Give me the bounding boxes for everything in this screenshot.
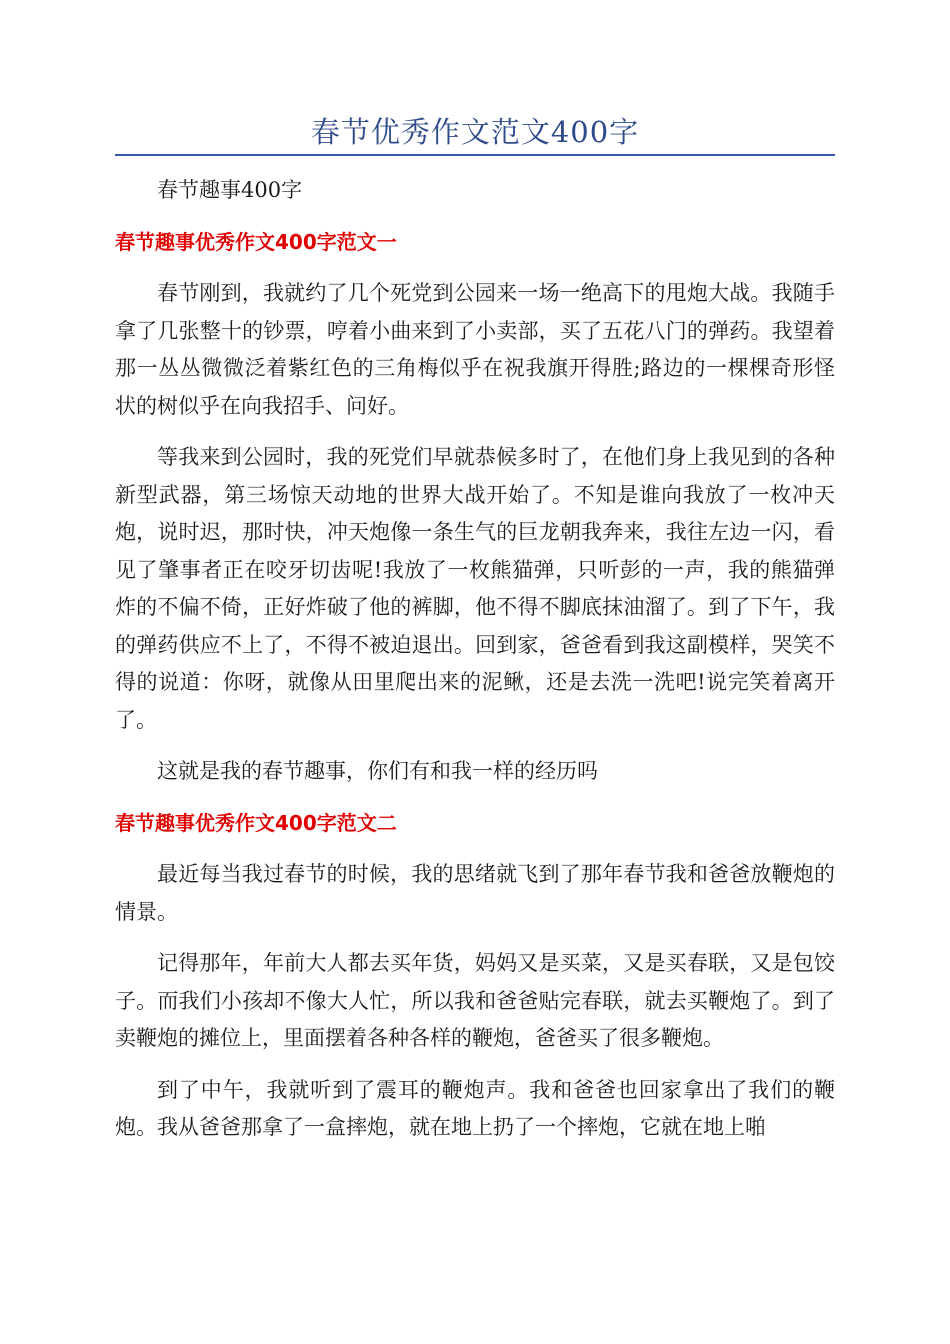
document-title: 春节优秀作文范文400字 bbox=[310, 115, 640, 149]
title-underline bbox=[115, 154, 835, 156]
paragraph: 到了中午，我就听到了震耳的鞭炮声。我和爸爸也回家拿出了我们的鞭炮。我从爸爸那拿了一盒摔炮，就在地上扔了一个摔炮，它就在地上啪 bbox=[115, 1077, 835, 1139]
paragraph: 这就是我的春节趣事，你们有和我一样的经历吗 bbox=[157, 759, 598, 783]
paragraph: 春节刚到，我就约了几个死党到公园来一场一绝高下的甩炮大战。我随手拿了几张整十的钞票，哼着小曲来到了小卖部，买了五花八门的弹药。我望着那一丛丛微微泛着紫红色的三角梅似乎在祝我旗开得胜;路边的一棵棵奇形怪状的树似乎在向我招手、问好。 bbox=[115, 281, 835, 418]
paragraph: 记得那年，年前大人都去买年货，妈妈又是买菜，又是买春联，又是包饺子。而我们小孩却不像大人忙，所以我和爸爸贴完春联，就去买鞭炮了。到了卖鞭炮的摊位上，里面摆着各种各样的鞭炮，爸爸买了很多鞭炮。 bbox=[115, 951, 835, 1050]
paragraph: 最近每当我过春节的时候，我的思绪就飞到了那年春节我和爸爸放鞭炮的情景。 bbox=[115, 862, 835, 924]
paragraph: 等我来到公园时，我的死党们早就恭候多时了，在他们身上我见到的各种新型武器，第三场惊天动地的世界大战开始了。不知是谁向我放了一枚冲天炮，说时迟，那时快，冲天炮像一条生气的巨龙朝我奔来，我往左边一闪，看见了肇事者正在咬牙切齿呢!我放了一枚熊猫弹，只听彭的一声，我的熊猫弹炸的不偏不倚，正好炸破了他的裤脚，他不得不脚底抹油溜了。到了下午，我的弹药供应不上了，不得不被迫退出。回到家，爸爸看到我这副模样，哭笑不得的说道：你呀，就像从田里爬出来的泥鳅，还是去洗一洗吧!说完笑着离开了。 bbox=[115, 445, 835, 732]
section-heading-2: 春节趣事优秀作文400字范文二 bbox=[115, 810, 397, 835]
section-heading-1: 春节趣事优秀作文400字范文一 bbox=[115, 229, 397, 254]
document-body bbox=[115, 172, 835, 1161]
document-subtitle: 春节趣事400字 bbox=[157, 178, 303, 202]
